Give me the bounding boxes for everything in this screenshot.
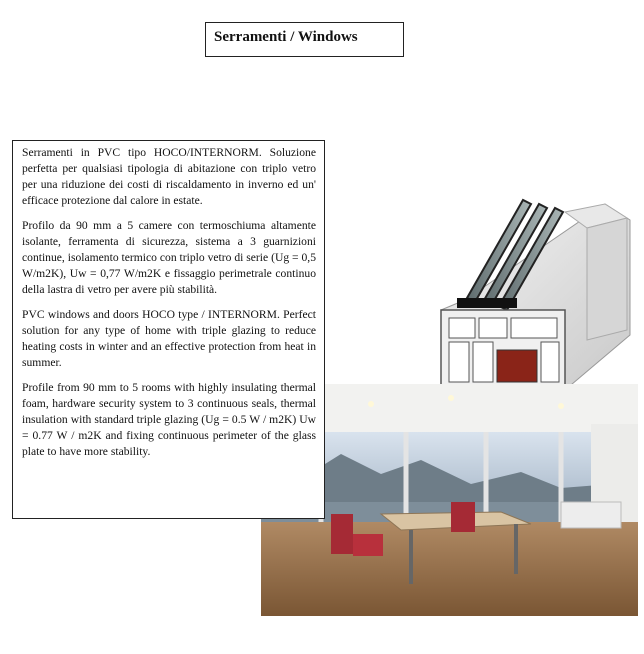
- paragraph-en-intro: PVC windows and doors HOCO type / INTERNORM. Perfect solution for any type of home with triple glazing to reduce heating costs in winter and an effective protection from heat in summer.: [22, 308, 316, 369]
- paragraph-en-profile: Profile from 90 mm to 5 rooms with highly insulating thermal foam, hardware security system to 3 continuous seals, thermal insulation with standard triple glazing (Ug = 0.5 W / m2K) Uw = 0.77 W / m2K and fixing continuous perimeter of the glass plate to have more stability.: [22, 381, 316, 458]
- description-box: [12, 140, 325, 519]
- paragraph-it-intro: Serramenti in PVC tipo HOCO/INTERNORM. Soluzione perfetta per qualsiasi tipologia di abitazione con triplo vetro per una riduzione dei costi di riscaldamento in inverno ed un' efficace protezione dal calore in estate.: [22, 146, 316, 207]
- page-title: Serramenti / Windows: [205, 22, 404, 57]
- paragraph-it-profile: Profilo da 90 mm a 5 camere con termoschiuma altamente isolante, ferramenta di sicurezza, sistema a 3 guarnizioni continue, isolamento termico con triplo vetro di serie (Ug = 0,5 W/m2K), Uw = 0,77 W/m2K e fissaggio perimetrale continuo della lastra di vetro per avere più stabilità.: [22, 219, 316, 296]
- window-profile-image: [405, 190, 638, 395]
